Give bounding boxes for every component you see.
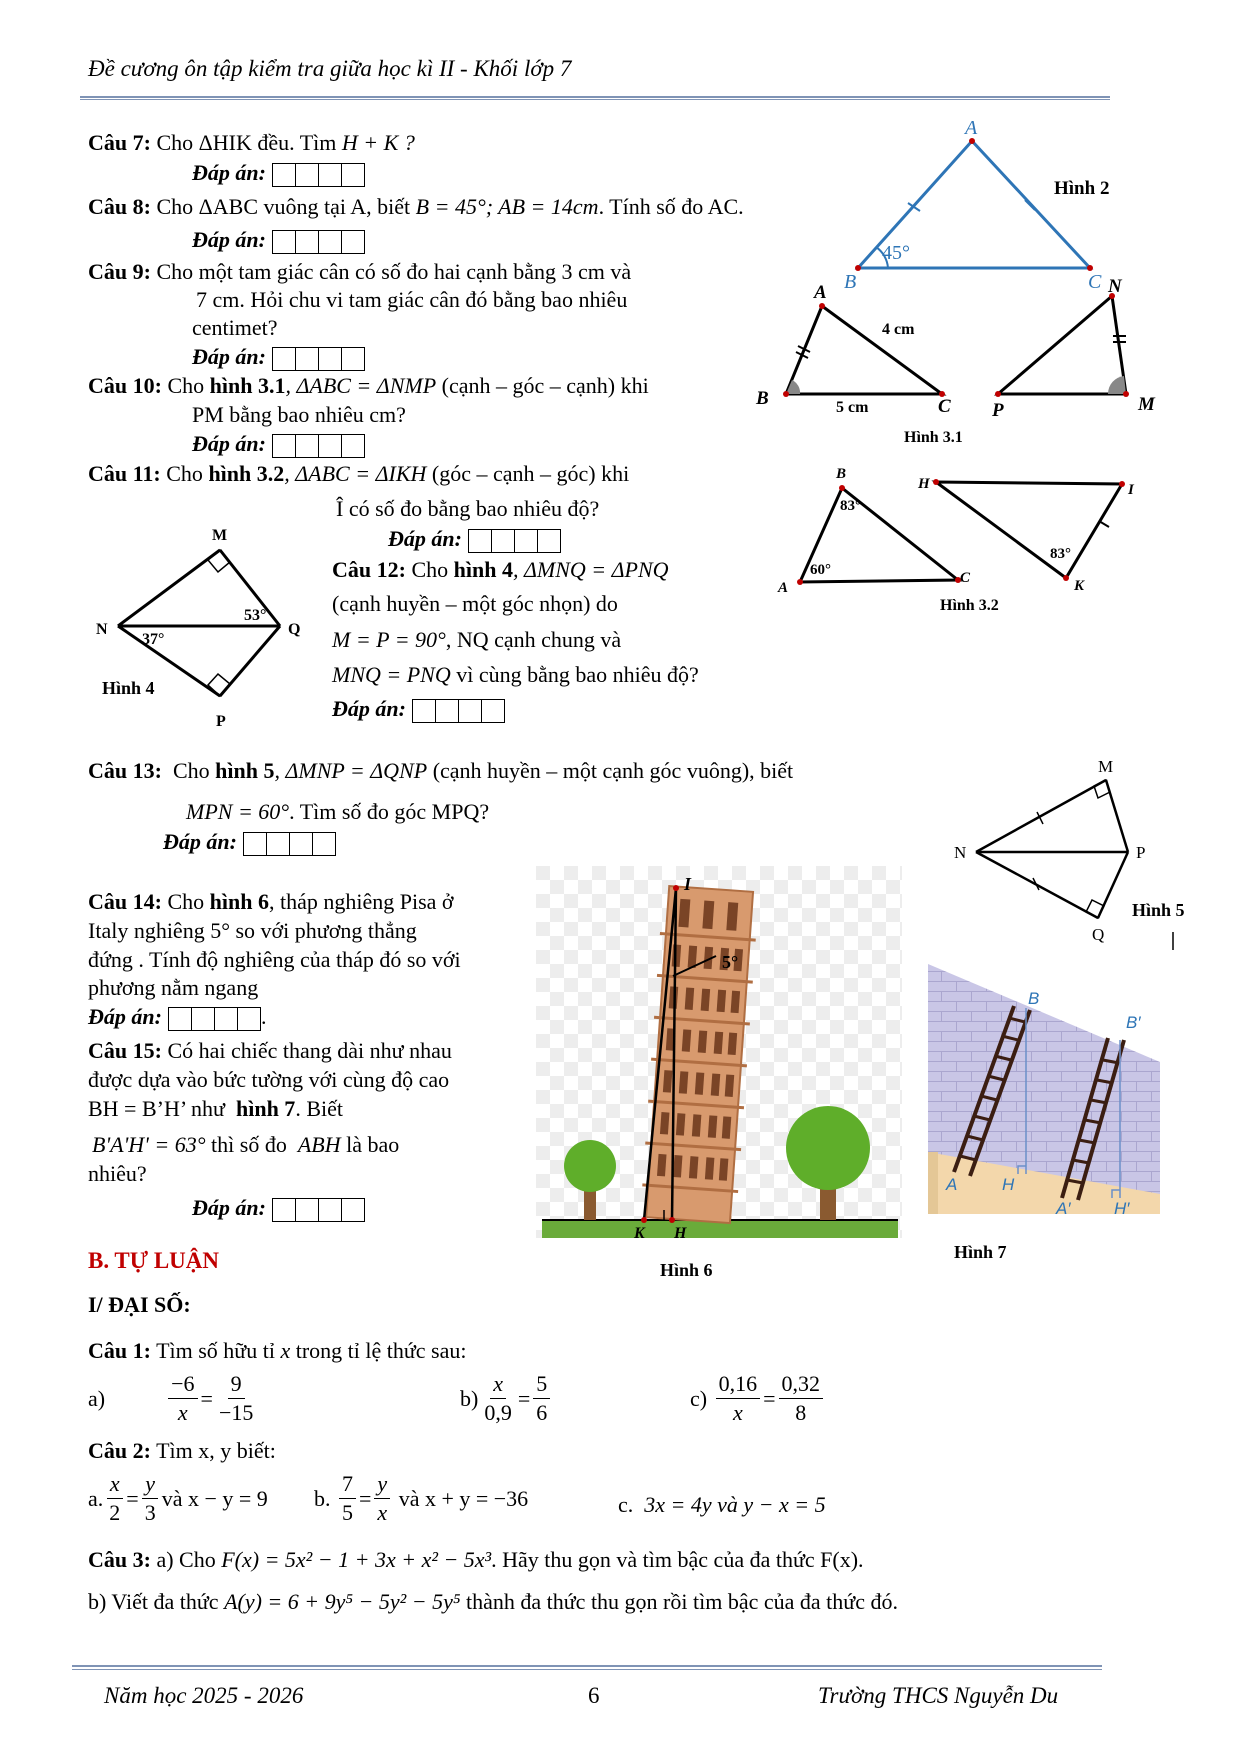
figure-hinh-4 bbox=[90, 520, 320, 730]
figure-hinh-2 bbox=[840, 120, 1140, 290]
h7-label-B2: B′ bbox=[1126, 1013, 1141, 1032]
h4-label-P: P bbox=[216, 713, 226, 730]
h31-side-bc: 5 cm bbox=[836, 399, 869, 416]
answer-7: Đáp án: bbox=[192, 158, 365, 188]
h32-caption: Hình 3.2 bbox=[940, 597, 999, 614]
figure-hinh-7 bbox=[926, 962, 1170, 1262]
h6-label-I: I bbox=[684, 874, 692, 894]
h32-label-B: B bbox=[836, 466, 847, 482]
answer-14: Đáp án: . bbox=[88, 1004, 267, 1029]
question-13: Câu 13: Cho hình 5, ΔMNP = ΔQNP (cạnh huyền – một cạnh góc vuông), biết bbox=[88, 758, 794, 783]
h4-caption: Hình 4 bbox=[102, 678, 155, 698]
answer-box[interactable] bbox=[243, 832, 336, 856]
h32-label-C: C bbox=[960, 570, 971, 586]
header-rule bbox=[80, 96, 1110, 98]
page-header: Đề cương ôn tập kiểm tra giữa học kì II - Khối lớp 7 bbox=[88, 56, 572, 81]
question-9-line2: 7 cm. Hỏi chu vi tam giác cân đó bằng bao nhiêu bbox=[196, 287, 628, 312]
question-12-line3: M = P = 90°, NQ cạnh chung và bbox=[332, 627, 622, 652]
h2-caption: Hình 2 bbox=[1054, 178, 1110, 199]
answer-15: Đáp án: bbox=[192, 1193, 365, 1223]
h5-label-N: N bbox=[954, 843, 967, 862]
h31-caption: Hình 3.1 bbox=[904, 429, 963, 446]
footer-school-name: Trường THCS Nguyễn Du bbox=[818, 1683, 1059, 1708]
question-11: Câu 11: Cho hình 3.2, ΔABC = ΔIKH (góc – cạnh – góc) khi bbox=[88, 461, 630, 486]
question-13-line2: MPN = 60°. Tìm số đo góc MPQ? bbox=[186, 799, 490, 824]
figure-hinh-3-2 bbox=[760, 464, 1150, 624]
h2-angle: 45° bbox=[882, 242, 910, 264]
question-14-line2: Italy nghiêng 5° so với phương thẳng bbox=[88, 918, 417, 943]
answer-12: Đáp án: bbox=[332, 694, 505, 724]
header-rule-thin bbox=[80, 99, 1110, 100]
figure-hinh-6 bbox=[536, 866, 902, 1286]
essay-question-2: Câu 2: Tìm x, y biết: bbox=[88, 1438, 276, 1463]
answer-9: Đáp án: bbox=[192, 342, 365, 372]
answer-box[interactable] bbox=[272, 1198, 365, 1222]
h6-angle: 5° bbox=[722, 952, 739, 972]
essay-1b: b) $\frac{x}{0,9}$ = $\frac{5}{6}$ bbox=[460, 1370, 553, 1427]
h5-label-P: P bbox=[1136, 843, 1146, 862]
h7-label-A: A bbox=[946, 1175, 958, 1194]
h31-label-A: A bbox=[814, 282, 827, 303]
h5-label-M: M bbox=[1098, 757, 1114, 776]
question-15-line4: B'A'H' = 63° thì số đo ABH là bao bbox=[92, 1132, 400, 1157]
essay-2a: a. $\frac{x}{2}$ = $\frac{y}{3}$ và x − y = 9 bbox=[88, 1471, 268, 1525]
h2-label-B: B bbox=[844, 271, 857, 290]
h7-caption: Hình 7 bbox=[954, 1242, 1007, 1262]
h4-label-N: N bbox=[96, 621, 108, 638]
answer-box[interactable] bbox=[272, 163, 365, 187]
footer-school-year: Năm học 2025 - 2026 bbox=[104, 1683, 304, 1708]
h4-label-Q: Q bbox=[288, 621, 301, 638]
h31-label-M: M bbox=[1138, 394, 1155, 415]
h32-label-I: I bbox=[1128, 482, 1134, 498]
question-10: Câu 10: Cho hình 3.1, ΔABC = ΔNMP (cạnh – góc – cạnh) khi bbox=[88, 373, 649, 398]
answer-13: Đáp án: bbox=[163, 827, 336, 857]
answer-box[interactable] bbox=[412, 699, 505, 723]
question-10-line2: PM bằng bao nhiêu cm? bbox=[192, 402, 406, 427]
h5-caption: Hình 5 bbox=[1132, 900, 1185, 920]
h4-angle-37: 37° bbox=[142, 631, 165, 648]
h5-label-Q: Q bbox=[1092, 925, 1105, 944]
question-14: Câu 14: Cho hình 6, tháp nghiêng Pisa ở bbox=[88, 889, 454, 914]
figure-hinh-3-1 bbox=[752, 278, 1172, 458]
h31-label-C: C bbox=[938, 396, 951, 417]
figure-hinh-5 bbox=[940, 754, 1200, 954]
h32-label-A: A bbox=[778, 580, 789, 596]
essay-question-3a: Câu 3: a) Cho F(x) = 5x² − 1 + 3x + x² − 5x³. Hãy thu gọn và tìm bậc của đa thức F(x). bbox=[88, 1547, 864, 1572]
question-9: Câu 9: Cho một tam giác cân có số đo hai cạnh bằng 3 cm và bbox=[88, 259, 632, 284]
footer-rule-thin bbox=[72, 1669, 1102, 1670]
question-15-line2: được dựa vào bức tường với cùng độ cao bbox=[88, 1067, 450, 1092]
essay-2c: c. 3x = 4y và y − x = 5 bbox=[618, 1492, 826, 1517]
h7-label-B: B bbox=[1028, 989, 1040, 1008]
question-9-line3: centimet? bbox=[192, 315, 278, 340]
answer-8: Đáp án: bbox=[192, 225, 365, 255]
h6-label-H: H bbox=[674, 1225, 687, 1242]
question-8: Câu 8: Cho ΔABC vuông tại A, biết B = 45°; AB = 14cm. Tính số đo AC. bbox=[88, 194, 744, 219]
essay-question-3b: b) Viết đa thức A(y) = 6 + 9y⁵ − 5y² − 5y⁵ thành đa thức thu gọn rồi tìm bậc của đa thức đó. bbox=[88, 1589, 898, 1614]
h6-caption: Hình 6 bbox=[660, 1260, 713, 1280]
question-14-line4: phương nằm ngang bbox=[88, 975, 259, 1000]
h4-angle-53: 53° bbox=[244, 607, 267, 624]
section-b-subtitle: I/ ĐẠI SỐ: bbox=[88, 1292, 191, 1317]
essay-question-1: Câu 1: Tìm số hữu tỉ x trong tỉ lệ thức sau: bbox=[88, 1338, 467, 1363]
h6-label-K: K bbox=[634, 1225, 645, 1242]
h32-angle-B: 83° bbox=[840, 498, 861, 514]
question-12-line2: (cạnh huyền – một góc nhọn) do bbox=[332, 591, 618, 616]
h32-angle-A: 60° bbox=[810, 562, 831, 578]
page-number: 6 bbox=[588, 1683, 600, 1708]
question-15-line5: nhiêu? bbox=[88, 1161, 147, 1186]
essay-1c: c) $\frac{0,16}{x}$ = $\frac{0,32}{8}$ bbox=[690, 1370, 826, 1427]
h7-label-H2: H′ bbox=[1114, 1199, 1130, 1218]
h31-label-B: B bbox=[756, 388, 769, 409]
h32-angle-K: 83° bbox=[1050, 546, 1071, 562]
h32-label-K: K bbox=[1074, 578, 1085, 594]
answer-box[interactable] bbox=[272, 347, 365, 371]
h31-label-P: P bbox=[992, 400, 1004, 421]
h2-label-C: C bbox=[1088, 271, 1102, 290]
question-15-line3: BH = B’H’ như hình 7. Biết bbox=[88, 1096, 343, 1121]
question-14-line3: đứng . Tính độ nghiêng của tháp đó so với bbox=[88, 947, 461, 972]
h32-label-H: H bbox=[918, 476, 930, 492]
h31-label-N: N bbox=[1108, 278, 1122, 297]
question-15: Câu 15: Có hai chiếc thang dài như nhau bbox=[88, 1038, 452, 1063]
question-12-line4: MNQ = PNQ vì cùng bằng bao nhiêu độ? bbox=[332, 662, 699, 687]
footer-rule bbox=[72, 1665, 1102, 1667]
question-11-line2: Î có số đo bằng bao nhiêu độ? bbox=[336, 496, 600, 521]
section-b-title: B. TỰ LUẬN bbox=[88, 1248, 219, 1273]
essay-2b: b. $\frac{7}{5}$ = $\frac{y}{x}$ và x + y = −36 bbox=[314, 1471, 529, 1525]
answer-box[interactable] bbox=[168, 1007, 261, 1031]
answer-10: Đáp án: bbox=[192, 429, 365, 459]
question-12: Câu 12: Cho hình 4, ΔMNQ = ΔPNQ bbox=[332, 557, 669, 582]
answer-11: Đáp án: bbox=[388, 524, 561, 554]
answer-box[interactable] bbox=[272, 434, 365, 458]
question-7: Câu 7: Cho ΔHIK đều. Tìm H + K ? bbox=[88, 130, 415, 155]
answer-box[interactable] bbox=[468, 529, 561, 553]
h7-label-H: H bbox=[1002, 1175, 1015, 1194]
h2-label-A: A bbox=[965, 120, 978, 139]
h7-label-A2: A′ bbox=[1056, 1199, 1071, 1218]
h31-side-ac: 4 cm bbox=[882, 321, 915, 338]
h4-label-M: M bbox=[212, 527, 228, 544]
answer-box[interactable] bbox=[272, 230, 365, 254]
essay-1a: a) $\frac{-6}{x}$ = $\frac{9}{-15}$ bbox=[88, 1371, 254, 1425]
